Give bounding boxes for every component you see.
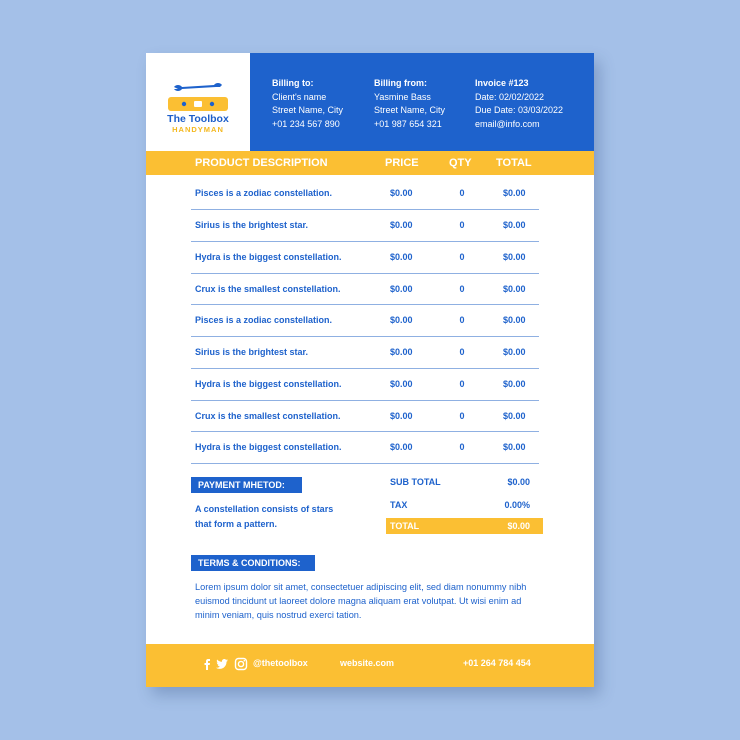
header-total: TOTAL <box>496 157 532 169</box>
terms-label-text: TERMS & CONDITIONS: <box>198 558 301 568</box>
row-description: Sirius is the brightest star. <box>195 220 309 230</box>
total-value: $0.00 <box>507 521 530 531</box>
website-link[interactable]: website.com <box>340 658 395 668</box>
terms-text: Lorem ipsum dolor sit amet, consectetuer adipiscing elit, sed diam nonummy nibh euismod tincidunt ut laoreet dolore magna aliquam erat volutpat. Ut wisi enim ad minim veniam, quis nostrud exerci tation. <box>195 582 527 620</box>
row-qty: 0 <box>459 252 465 262</box>
instagram-icon[interactable] <box>234 657 248 671</box>
billing-from-heading: Billing from: <box>374 78 427 88</box>
social-handle[interactable]: @thetoolbox <box>253 658 308 668</box>
row-description: Pisces is a zodiac constellation. <box>195 188 333 198</box>
billing-to-heading: Billing to: <box>272 78 314 88</box>
table-row <box>191 304 539 337</box>
terms-label <box>191 555 315 571</box>
tax-value: 0.00% <box>504 500 530 510</box>
footer-phone: +01 264 784 454 <box>463 658 531 668</box>
row-qty: 0 <box>459 347 465 357</box>
row-price: $0.00 <box>390 410 413 421</box>
row-price: $0.00 <box>390 188 413 198</box>
total-label: TOTAL <box>390 521 420 531</box>
invoice-info <box>475 77 563 131</box>
row-price: $0.00 <box>390 379 413 389</box>
billing-from-name: Yasmine Bass <box>374 91 431 102</box>
row-description: Crux is the smallest constellation. <box>195 410 341 421</box>
row-price: $0.00 <box>390 283 413 294</box>
row-total: $0.00 <box>503 379 526 389</box>
brand-subtitle: HANDYMAN <box>172 125 224 134</box>
subtotal-row <box>386 474 543 490</box>
payment-method-text: A constellation consists of stars that form a pattern. <box>195 504 334 529</box>
table-row <box>191 241 539 274</box>
wrench-icon <box>168 81 228 113</box>
tax-row <box>386 497 543 513</box>
tax-label: TAX <box>390 500 408 510</box>
billing-from-address: Street Name, City <box>374 105 446 115</box>
row-total: $0.00 <box>503 315 526 325</box>
row-total: $0.00 <box>503 410 526 421</box>
table-row <box>191 431 539 464</box>
billing-to <box>272 77 343 131</box>
billing-from <box>374 77 445 131</box>
invoice-sheet <box>146 53 594 687</box>
row-price: $0.00 <box>390 442 413 452</box>
row-total: $0.00 <box>503 347 526 357</box>
invoice-number: Invoice #123 <box>475 78 529 88</box>
row-total: $0.00 <box>503 252 526 262</box>
row-total: $0.00 <box>503 220 526 230</box>
invoice-date: Date: 02/02/2022 <box>475 91 545 102</box>
row-description: Crux is the smallest constellation. <box>195 283 341 294</box>
row-qty: 0 <box>459 220 465 230</box>
row-description: Hydra is the biggest constellation. <box>195 379 342 389</box>
invoice-email: email@info.com <box>475 118 540 129</box>
subtotal-label: SUB TOTAL <box>390 477 441 487</box>
row-price: $0.00 <box>390 347 413 357</box>
invoice-header <box>250 53 594 151</box>
payment-method-label-text: PAYMENT MHETOD: <box>198 480 285 490</box>
row-price: $0.00 <box>390 220 413 230</box>
row-qty: 0 <box>459 283 465 294</box>
payment-method-label <box>191 477 302 493</box>
facebook-icon[interactable] <box>200 657 214 671</box>
row-qty: 0 <box>459 410 465 421</box>
row-description: Hydra is the biggest constellation. <box>195 442 342 452</box>
table-row <box>191 177 539 210</box>
header-description: PRODUCT DESCRIPTION <box>195 157 328 169</box>
billing-to-phone: +01 234 567 890 <box>272 118 340 129</box>
table-row <box>191 400 539 433</box>
row-qty: 0 <box>459 315 465 325</box>
row-description: Pisces is a zodiac constellation. <box>195 315 333 325</box>
billing-from-phone: +01 987 654 321 <box>374 118 442 129</box>
table-row <box>191 209 539 242</box>
row-total: $0.00 <box>503 283 526 294</box>
header-qty: QTY <box>449 157 472 169</box>
table-header <box>146 151 594 175</box>
table-row <box>191 273 539 306</box>
table-row <box>191 368 539 401</box>
invoice-due-date: Due Date: 03/03/2022 <box>475 105 564 115</box>
billing-to-address: Street Name, City <box>272 105 344 115</box>
row-description: Hydra is the biggest constellation. <box>195 252 342 262</box>
row-total: $0.00 <box>503 188 526 198</box>
total-row <box>386 518 543 534</box>
row-qty: 0 <box>459 188 465 198</box>
header-price: PRICE <box>385 157 419 169</box>
row-price: $0.00 <box>390 315 413 325</box>
row-price: $0.00 <box>390 252 413 262</box>
row-description: Sirius is the brightest star. <box>195 347 309 357</box>
footer <box>146 644 594 687</box>
twitter-icon[interactable] <box>215 657 229 671</box>
billing-to-name: Client's name <box>272 91 327 102</box>
brand-title: The Toolbox <box>167 113 229 125</box>
table-row <box>191 336 539 369</box>
row-qty: 0 <box>459 442 465 452</box>
row-qty: 0 <box>459 379 465 389</box>
subtotal-value: $0.00 <box>507 477 530 487</box>
row-total: $0.00 <box>503 442 526 452</box>
logo <box>146 53 250 151</box>
